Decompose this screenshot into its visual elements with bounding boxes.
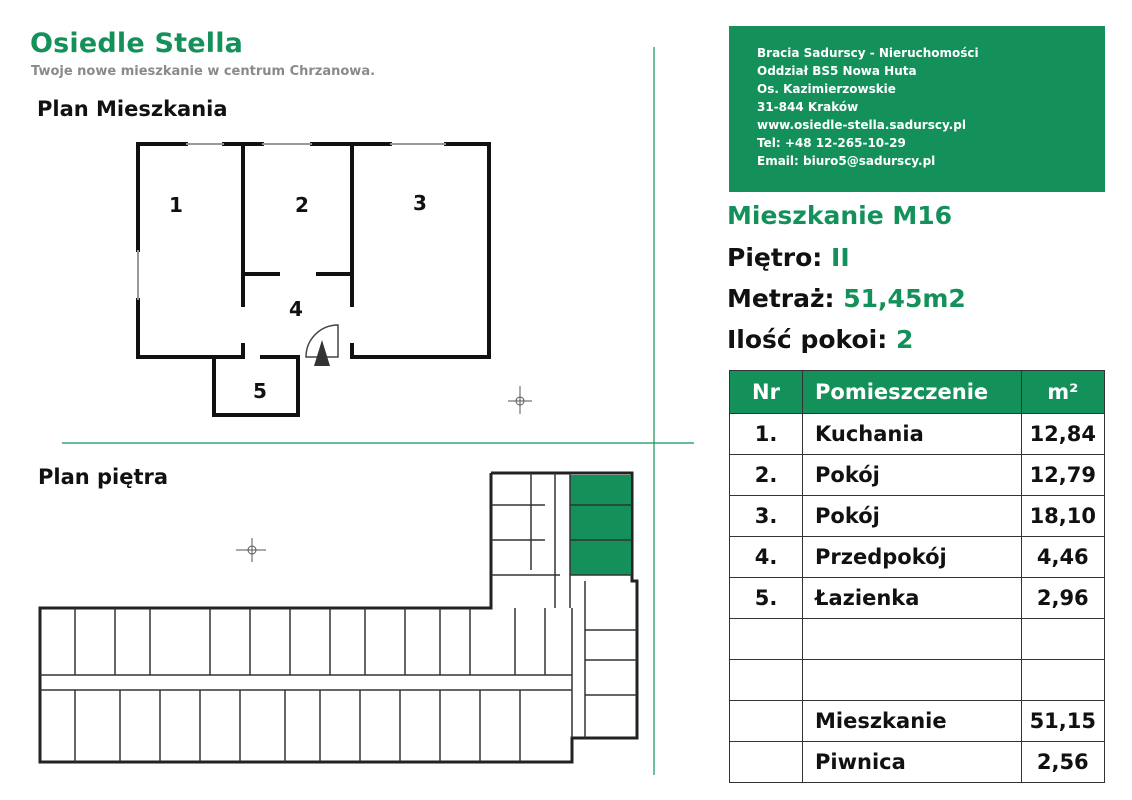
room-name: Kuchania [803,414,1022,455]
brand-title: Osiedle Stella [30,28,244,59]
table-row [730,578,1105,619]
area-label: Metraż: [727,284,835,313]
room-number-3: 3 [413,191,427,215]
table-row [730,455,1105,496]
row-number: 1. [730,414,803,455]
room-name: Przedpokój [803,537,1022,578]
room-name [803,619,1022,660]
floor-info [727,243,850,272]
contact-line-website[interactable]: www.osiedle-stella.sadurscy.pl [757,118,966,132]
contact-line-city: 31-844 Kraków [757,100,859,114]
row-number: 5. [730,578,803,619]
rooms-value: 2 [895,325,914,354]
room-number-1: 1 [169,193,183,217]
room-name: Pokój [803,496,1022,537]
row-number: 3. [730,496,803,537]
room-area: 2,96 [1021,578,1104,619]
row-number [730,660,803,701]
room-name: Łazienka [803,578,1022,619]
floor-label: Piętro: [727,243,823,272]
table-body [730,414,1105,783]
table-row [730,537,1105,578]
table-row [730,496,1105,537]
room-name: Piwnica [803,742,1022,783]
building-floor-plan [0,450,660,780]
row-number [730,619,803,660]
table-row [730,742,1105,783]
rooms-label: Ilość pokoi: [727,325,888,354]
header-nr: Nr [730,371,803,414]
room-area [1021,619,1104,660]
row-number: 2. [730,455,803,496]
room-name: Mieszkanie [803,701,1022,742]
contact-line-email[interactable]: Email: biuro5@sadurscy.pl [757,154,936,168]
highlighted-apartment [570,475,631,575]
room-area: 18,10 [1021,496,1104,537]
apartment-floor-plan [0,0,660,440]
row-number: 4. [730,537,803,578]
room-number-5: 5 [253,379,267,403]
contact-line-phone[interactable]: Tel: +48 12-265-10-29 [757,136,906,150]
room-area: 2,56 [1021,742,1104,783]
table-row [730,619,1105,660]
floor-value: II [831,243,850,272]
header-room: Pomieszczenie [803,371,1022,414]
apartment-name: Mieszkanie M16 [727,201,953,230]
apartment-plan-title: Plan Mieszkania [37,97,228,121]
room-name [803,660,1022,701]
compass-icon [508,386,532,414]
table-header-row [730,371,1105,414]
room-number-2: 2 [295,193,309,217]
floor-plan-title: Plan piętra [38,465,169,489]
contact-line-company: Bracia Sadurscy - Nieruchomości [757,46,979,60]
room-area: 4,46 [1021,537,1104,578]
room-area: 51,15 [1021,701,1104,742]
table-row [730,701,1105,742]
rooms-table [729,370,1105,783]
area-value: 51,45m2 [843,284,966,313]
contact-box [729,26,1105,192]
room-number-4: 4 [289,297,303,321]
table-row [730,660,1105,701]
room-area: 12,84 [1021,414,1104,455]
table-row [730,414,1105,455]
room-area [1021,660,1104,701]
room-name: Pokój [803,455,1022,496]
room-area: 12,79 [1021,455,1104,496]
contact-line-estate: Os. Kazimierzowskie [757,82,896,96]
area-info [727,284,966,313]
floor-compass-icon [236,538,266,562]
rooms-info [727,325,913,354]
header-area: m² [1021,371,1104,414]
row-number [730,701,803,742]
contact-line-branch: Oddział BS5 Nowa Huta [757,64,917,78]
row-number [730,742,803,783]
tagline: Twoje nowe mieszkanie w centrum Chrzanowa. [31,64,376,79]
